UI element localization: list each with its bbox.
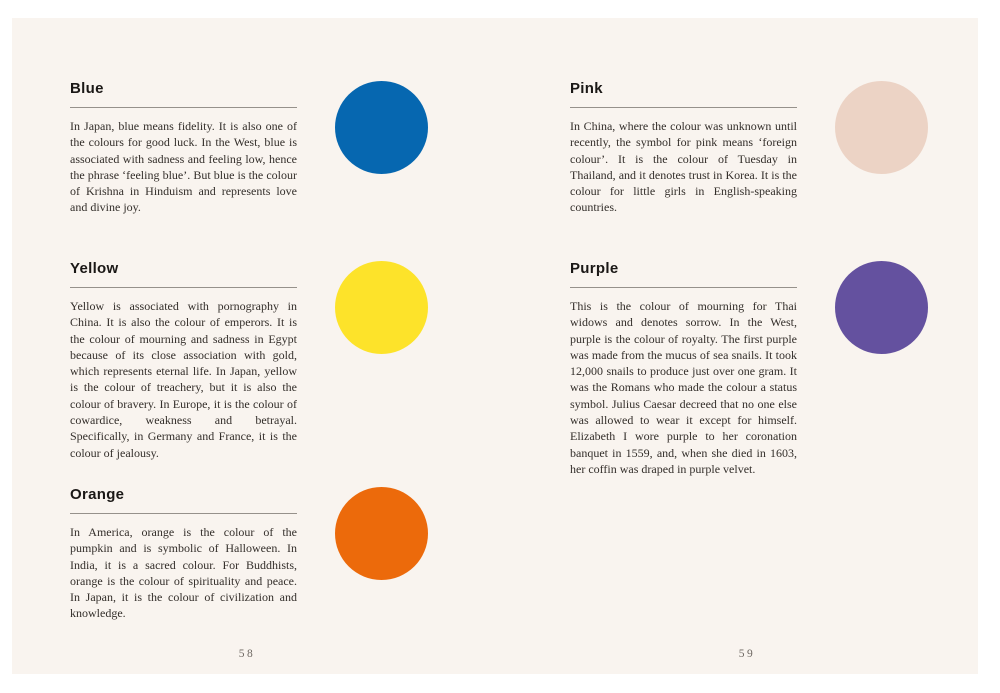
section-body-orange: In America, orange is the colour of the pumpkin and is symbolic of Halloween. In India, it is a sacred colour. For Buddhists, orange is the colour of spirituality and peace. In Japan, it is the colour of civilization and knowledge. [70,525,297,621]
section-divider [70,513,297,514]
page-number-right: 59 [738,648,756,660]
section-blue [70,80,297,216]
section-purple [570,260,797,477]
section-yellow [70,260,297,461]
section-divider [70,107,297,108]
section-title-pink: Pink [570,80,603,97]
section-orange [70,486,297,622]
section-title-blue: Blue [70,80,104,97]
section-divider [570,287,797,288]
section-title-yellow: Yellow [70,260,119,277]
pink-color-circle [835,81,928,174]
purple-color-circle [835,261,928,354]
section-body-purple: This is the colour of mourning for Thai widows and denotes sorrow. In the West, purple is the colour of royalty. The first purple was made from the mucus of sea snails. It took 12,000 snails to produce just over one gram. It was the Romans who made the colour a status symbol. Julius Caesar decreed that no one else was allowed to wear it except for himself. Elizabeth I wore purple to her coronation banquet in 1559, and, when she died in 1603, her coffin was draped in purple velvet. [570,299,797,476]
section-title-purple: Purple [570,260,619,277]
book-spread [12,18,978,674]
blue-color-circle [335,81,428,174]
orange-color-circle [335,487,428,580]
yellow-color-circle [335,261,428,354]
section-pink [570,80,797,216]
section-divider [570,107,797,108]
section-title-orange: Orange [70,486,125,503]
section-divider [70,287,297,288]
section-body-yellow: Yellow is associated with pornography in China. It is also the colour of emperors. It is the colour of mourning and sadness in Egypt because of its close association with gold, which represents eternal life. In Japan, yellow is the colour of treachery, but it is also the colour of bravery. In Europe, it is the colour of cowardice, weakness and betrayal. Specifically, in Germany and France, it is the colour of jealousy. [70,299,297,460]
page-number-left: 58 [238,648,256,660]
section-body-blue: In Japan, blue means fidelity. It is also one of the colours for good luck. In the West, blue is associated with sadness and feeling low, hence the phrase ‘feeling blue’. But blue is the colour of Krishna in Hinduism and represents love and divine joy. [70,119,297,215]
section-body-pink: In China, where the colour was unknown until recently, the symbol for pink means ‘foreign colour’. It is the colour of Tuesday in Thailand, and it denotes trust in Korea. It is the colour for little girls in English-speaking countries. [570,119,797,215]
